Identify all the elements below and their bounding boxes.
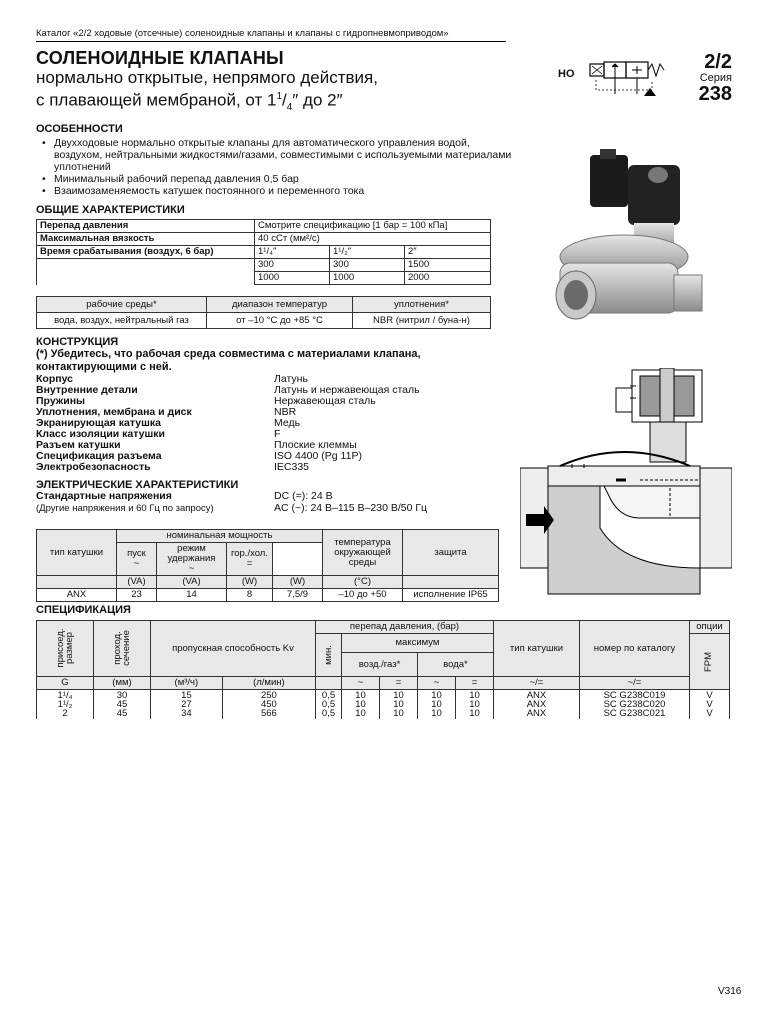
media-header: рабочие среды* <box>37 297 207 313</box>
unit-cell: = <box>456 677 494 690</box>
material-key: Электробезопасность <box>36 461 151 473</box>
material-key: Спецификация разъема <box>36 450 162 462</box>
spec-min: 0,5 0,5 0,5 <box>316 690 342 720</box>
size-header: 2″ <box>405 246 491 259</box>
temp-header: диапазон температур <box>207 297 353 313</box>
unit-blank <box>403 576 499 589</box>
temp-value: от –10 °C до +85 °C <box>207 313 353 329</box>
fpm-header-text: FPM <box>703 651 715 672</box>
voltage-note: (Другие напряжения и 60 Гц по запросу) <box>36 503 214 514</box>
features-heading: ОСОБЕННОСТИ <box>36 123 123 135</box>
spec-heading: СПЕЦИФИКАЦИЯ <box>36 604 131 616</box>
material-value: ISO 4400 (Pg 11P) <box>274 450 362 462</box>
coil-cell: –10 до +50 <box>323 589 403 602</box>
construction-list <box>36 374 506 474</box>
coil-type-header: тип катушки <box>37 530 117 576</box>
spec-orifice: 30 45 45 <box>94 690 151 720</box>
media-table <box>36 296 491 329</box>
material-value: Плоские клеммы <box>274 439 357 451</box>
subtitle-end: ″ до 2″ <box>292 90 343 110</box>
time-cell: 1500 <box>405 259 491 272</box>
unit-cell: (W) <box>227 576 273 589</box>
catalog-header: Каталог «2/2 ходовые (отсечные) соленоидные клапаны и клапаны с гидропневмоприводом» <box>36 28 506 42</box>
spec-air-dc: 10 10 10 <box>380 690 418 720</box>
min-header <box>316 634 342 677</box>
holding-label: режим удержания <box>167 543 216 564</box>
feature-item: • Взаимозаменяемость катушек постоянного и переменного тока <box>42 185 512 197</box>
series-label: Серия <box>699 72 732 84</box>
coil-type-header: тип катушки <box>494 621 580 677</box>
spec-size: 1¹/₄ 1¹/₂ 2 <box>37 690 94 720</box>
spec-coil: ANX ANX ANX <box>494 690 580 720</box>
construction-heading: КОНСТРУКЦИЯ <box>36 336 119 348</box>
time-cell: 2000 <box>405 272 491 285</box>
unit-cell: (м³/ч) <box>151 677 223 690</box>
spec-kv-m3: 15 27 34 <box>151 690 223 720</box>
electrical-heading: ЭЛЕКТРИЧЕСКИЕ ХАРАКТЕРИСТИКИ <box>36 479 239 491</box>
max-header: максимум <box>342 634 494 653</box>
unit-cell: (°C) <box>323 576 403 589</box>
size-header: 1¹/₄″ <box>255 246 330 259</box>
features-list <box>42 137 512 197</box>
options-header: опции <box>690 621 730 634</box>
spec-catalog: SC G238C019 SC G238C020 SC G238C021 <box>580 690 690 720</box>
general-table <box>36 219 491 285</box>
size-header <box>37 621 94 677</box>
holding-header <box>157 543 227 576</box>
valve-cross-section <box>520 368 732 600</box>
unit-cell: ~/= <box>494 677 580 690</box>
valve-photo <box>540 145 730 335</box>
coil-table <box>36 529 499 602</box>
subtitle-slash: / <box>282 90 287 110</box>
page-subtitle <box>36 68 496 117</box>
spec-kv-lmin: 250 450 566 <box>222 690 315 720</box>
construction-note: (*) Убедитесь, что рабочая среда совместима с материалами клапана, контактирующими с ней. <box>36 348 421 373</box>
viscosity-value: 40 сСт (мм²/с) <box>255 233 491 246</box>
unit-blank <box>316 677 342 690</box>
spec-fpm: V V V <box>690 690 730 720</box>
voltage-ac: AC (~): 24 В–115 В–230 В/50 Гц <box>274 502 428 514</box>
voltage-dc: DC (=): 24 В <box>274 490 333 502</box>
blank-cell <box>37 272 255 285</box>
inrush-label: пуск <box>127 548 146 559</box>
viscosity-key: Максимальная вязкость <box>37 233 255 246</box>
response-time-key: Время срабатывания (воздух, 6 бар) <box>37 246 255 259</box>
time-cell: 1000 <box>255 272 330 285</box>
subtitle-text: с плавающей мембраной, от 1 <box>36 90 277 110</box>
orifice-header <box>94 621 151 677</box>
electrical-list <box>36 491 506 515</box>
material-key: Уплотнения, мембрана и диск <box>36 406 192 418</box>
series-number: 238 <box>698 83 732 105</box>
size-header-text: присоед. размер <box>55 628 75 668</box>
ambient-temp-header: температура окружающей среды <box>323 530 403 576</box>
orifice-header-text: проход. сечение <box>112 630 132 666</box>
kv-header: пропускная способность Kv <box>151 621 316 677</box>
hot-cold-label: гор./хол. <box>230 548 268 559</box>
coil-cell: исполнение IP65 <box>403 589 499 602</box>
power-header: номинальная мощность <box>117 530 323 543</box>
unit-cell: ~ <box>342 677 380 690</box>
material-key: Корпус <box>36 373 73 385</box>
material-value: F <box>274 428 281 440</box>
blank-cell <box>37 259 255 272</box>
unit-cell: (мм) <box>94 677 151 690</box>
catalog-header: номер по каталогу <box>580 621 690 677</box>
material-value: NBR <box>274 406 297 418</box>
coil-cell: 23 <box>117 589 157 602</box>
general-heading: ОБЩИЕ ХАРАКТЕРИСТИКИ <box>36 204 185 216</box>
unit-cell: ~/= <box>580 677 690 690</box>
unit-cell: (W) <box>273 576 323 589</box>
coil-cell: 7,5/9 <box>273 589 323 602</box>
air-header: возд./газ* <box>342 653 418 677</box>
normally-open-label: НО <box>558 68 575 80</box>
feature-item: • Минимальный рабочий перепад давления 0,5 бар <box>42 173 512 185</box>
material-value: IEC335 <box>274 461 310 473</box>
protection-header: защита <box>403 530 499 576</box>
holding-symbol: ~ <box>188 563 195 574</box>
time-cell: 300 <box>330 259 405 272</box>
material-value: Латунь и нержавеющая сталь <box>274 384 420 396</box>
unit-cell: (л/мин) <box>222 677 315 690</box>
material-key: Экранирующая катушка <box>36 417 161 429</box>
hot-cold-header <box>227 543 273 576</box>
pressure-key: Перепад давления <box>37 220 255 233</box>
subtitle-line-1: нормально открытые, непрямого действия, <box>36 68 378 87</box>
unit-cell: ~ <box>418 677 456 690</box>
inrush-header <box>117 543 157 576</box>
series-box <box>680 52 732 104</box>
seal-value: NBR (нитрил / буна-н) <box>353 313 491 329</box>
material-value: Нержавеющая сталь <box>274 395 376 407</box>
subtitle-line-2 <box>36 87 496 117</box>
unit-cell: = <box>380 677 418 690</box>
seal-header: уплотнения* <box>353 297 491 313</box>
spec-water-dc: 10 10 10 <box>456 690 494 720</box>
coil-cell: ANX <box>37 589 117 602</box>
valve-ratio: 2/2 <box>704 51 732 73</box>
feature-item: • Двухходовые нормально открытые клапаны для автоматического управления водой, воздухом, нейтральными жидкостями/газами, совместимыми с используемыми материалами уплотнений <box>42 137 512 173</box>
coil-cell: 8 <box>227 589 273 602</box>
min-header-text: мин. <box>322 645 334 665</box>
coil-cell: 14 <box>157 589 227 602</box>
page-number: V316 <box>718 986 742 997</box>
material-key: Внутренние детали <box>36 384 138 396</box>
unit-cell: (VA) <box>117 576 157 589</box>
page-title: СОЛЕНОИДНЫЕ КЛАПАНЫ <box>36 48 284 68</box>
size-header: 1¹/₂″ <box>330 246 405 259</box>
time-cell: 300 <box>255 259 330 272</box>
material-key: Разъем катушки <box>36 439 121 451</box>
material-value: Латунь <box>274 373 308 385</box>
subtitle-sup: 1 <box>276 91 282 102</box>
valve-symbol-icon <box>582 58 676 100</box>
spec-air-ac: 10 10 10 <box>342 690 380 720</box>
spec-table <box>36 620 730 719</box>
voltage-key: Стандартные напряжения <box>36 490 172 502</box>
unit-blank <box>37 576 117 589</box>
pressure-value: Смотрите спецификацию [1 бар = 100 кПа] <box>255 220 491 233</box>
water-header: вода* <box>418 653 494 677</box>
time-cell: 1000 <box>330 272 405 285</box>
dp-header: перепад давления, (бар) <box>316 621 494 634</box>
media-value: вода, воздух, нейтральный газ <box>37 313 207 329</box>
material-value: Медь <box>274 417 301 429</box>
fpm-header <box>690 634 730 690</box>
subtitle-sub: 4 <box>286 102 293 114</box>
spec-water-ac: 10 10 10 <box>418 690 456 720</box>
inrush-symbol: ~ <box>133 558 140 569</box>
unit-cell: (VA) <box>157 576 227 589</box>
hot-cold-symbol: = <box>246 558 253 569</box>
material-key: Пружины <box>36 395 85 407</box>
unit-cell: G <box>37 677 94 690</box>
material-key: Класс изоляции катушки <box>36 428 165 440</box>
